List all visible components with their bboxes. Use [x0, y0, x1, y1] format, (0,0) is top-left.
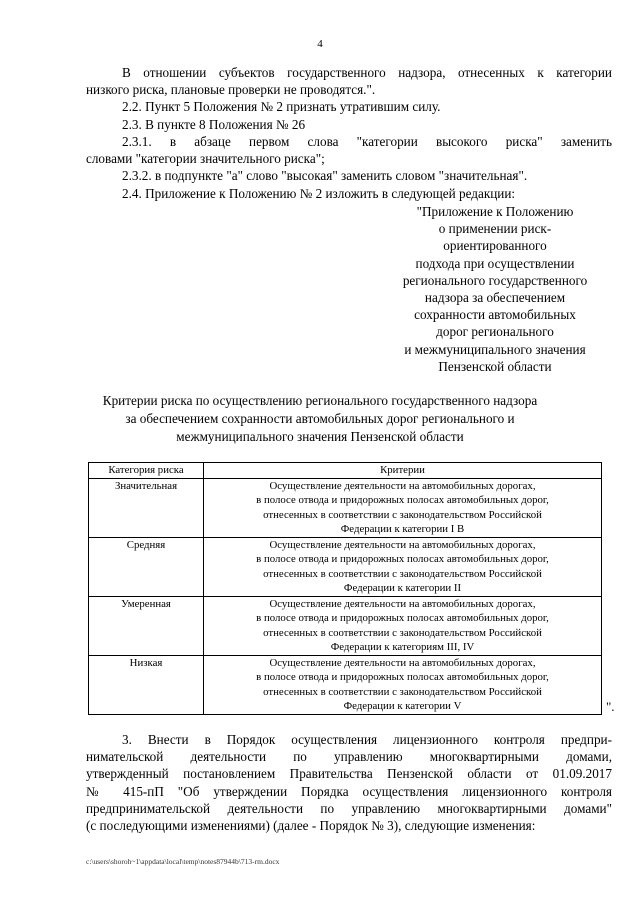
criteria-title-line: за обеспечением сохранности автомобильных дорог регионального и: [125, 411, 515, 426]
criteria-line: отнесенных в соответствии с законодательством Российской: [263, 508, 542, 521]
text-line: низкого риска, плановые проверки не проводятся.".: [86, 82, 376, 98]
criteria-line: отнесенных в соответствии с законодательством Российской: [263, 685, 542, 698]
footer-file-path: c:\users\shoroh~1\appdata\local\temp\notes87944b\713-rm.docx: [86, 857, 280, 866]
criteria-line: в полосе отвода и придорожных полосах автомобильных дорог,: [256, 671, 549, 683]
criteria-title: [0, 392, 640, 446]
text-line: предпринимательской деятельности по управлению многоквартирными домами": [86, 800, 612, 816]
table-row: [89, 478, 602, 537]
criteria-line: Осуществление деятельности на автомобильных дорогах,: [269, 479, 536, 492]
table-header-row: [89, 463, 602, 479]
header-criteria: Критерии: [204, 463, 602, 479]
risk-criteria: [204, 655, 602, 714]
intro-paragraph: [86, 64, 612, 98]
risk-criteria: [204, 596, 602, 655]
page-number: 4: [317, 38, 323, 50]
text-line: № 415-пП "Об утверждении Порядка осуществления лицензионного контроля: [86, 783, 612, 799]
text-line: 2.3. В пункте 8 Положения № 26: [122, 117, 306, 132]
risk-category: Умеренная: [89, 596, 204, 655]
item-2-3: [86, 116, 612, 133]
appendix-heading: [340, 203, 640, 375]
text-line: словами "категории значительного риска";: [86, 151, 325, 167]
criteria-line: в полосе отвода и придорожных полосах автомобильных дорог,: [256, 553, 549, 565]
appendix-line: сохранности автомобильных: [414, 307, 576, 323]
criteria-line: Федерации к категории V: [343, 700, 462, 712]
table-row: [89, 537, 602, 596]
criteria-line: Осуществление деятельности на автомобильных дорогах,: [269, 656, 536, 669]
criteria-line: отнесенных в соответствии с законодательством Российской: [263, 567, 542, 580]
section-3-paragraph: [86, 731, 612, 834]
appendix-line: подхода при осуществлении: [415, 255, 575, 271]
text-line: 2.2. Пункт 5 Положения № 2 признать утратившим силу.: [122, 99, 441, 114]
header-category: Категория риска: [89, 463, 204, 479]
criteria-title-line: межмуниципального значения Пензенской области: [176, 429, 464, 444]
criteria-line: Осуществление деятельности на автомобильных дорогах,: [269, 597, 536, 610]
criteria-line: Федерации к категории I B: [340, 523, 465, 535]
risk-criteria: [204, 478, 602, 537]
criteria-line: Федерации к категории II: [343, 582, 462, 594]
risk-category: Низкая: [89, 655, 204, 714]
risk-category: Значительная: [89, 478, 204, 537]
criteria-line: в полосе отвода и придорожных полосах автомобильных дорог,: [256, 494, 549, 506]
item-2-3-2: [86, 167, 612, 184]
criteria-title-line: Критерии риска по осуществлению регионального государственного надзора: [102, 393, 538, 408]
risk-criteria-table: [88, 462, 602, 715]
item-2-4: [86, 185, 612, 202]
appendix-line: и межмуниципального значения: [404, 341, 586, 357]
appendix-line: дорог регионального: [436, 324, 554, 340]
appendix-line: надзора за обеспечением: [424, 290, 566, 306]
text-line: В отношении субъектов государственного надзора, отнесенных к категории: [122, 65, 612, 80]
text-line: (с последующими изменениями) (далее - Порядок № 3), следующие изменения:: [86, 818, 536, 834]
appendix-line: "Приложение к Положению: [416, 204, 574, 219]
text-line: 2.4. Приложение к Положению № 2 изложить в следующей редакции:: [122, 186, 516, 201]
criteria-line: Федерации к категориям III, IV: [330, 641, 475, 653]
risk-criteria: [204, 537, 602, 596]
appendix-line: о применении риск-: [438, 221, 552, 237]
text-line: 2.3.2. в подпункте "а" слово "высокая" заменить словом "значительная".: [122, 168, 528, 183]
risk-category: Средняя: [89, 537, 204, 596]
closing-quote: ".: [606, 699, 615, 714]
criteria-line: в полосе отвода и придорожных полосах автомобильных дорог,: [256, 612, 549, 624]
item-2-3-1: [86, 133, 612, 167]
appendix-line: Пензенской области: [438, 358, 552, 374]
table-row: [89, 655, 602, 714]
table-row: [89, 596, 602, 655]
text-line: 2.3.1. в абзаце первом слова "категории высокого риска" заменить: [122, 134, 612, 149]
appendix-line: ориентированного: [443, 238, 547, 254]
text-line: 3. Внести в Порядок осуществления лицензионного контроля предпри-: [122, 732, 612, 747]
text-line: нимательской деятельности по управлению многоквартирными домами,: [86, 749, 612, 765]
item-2-2: [86, 98, 612, 115]
text-line: утвержденный постановлением Правительства Пензенской области от 01.09.2017: [86, 766, 612, 782]
criteria-line: отнесенных в соответствии с законодательством Российской: [263, 626, 542, 639]
appendix-line: регионального государственного: [402, 272, 588, 288]
criteria-line: Осуществление деятельности на автомобильных дорогах,: [269, 538, 536, 551]
